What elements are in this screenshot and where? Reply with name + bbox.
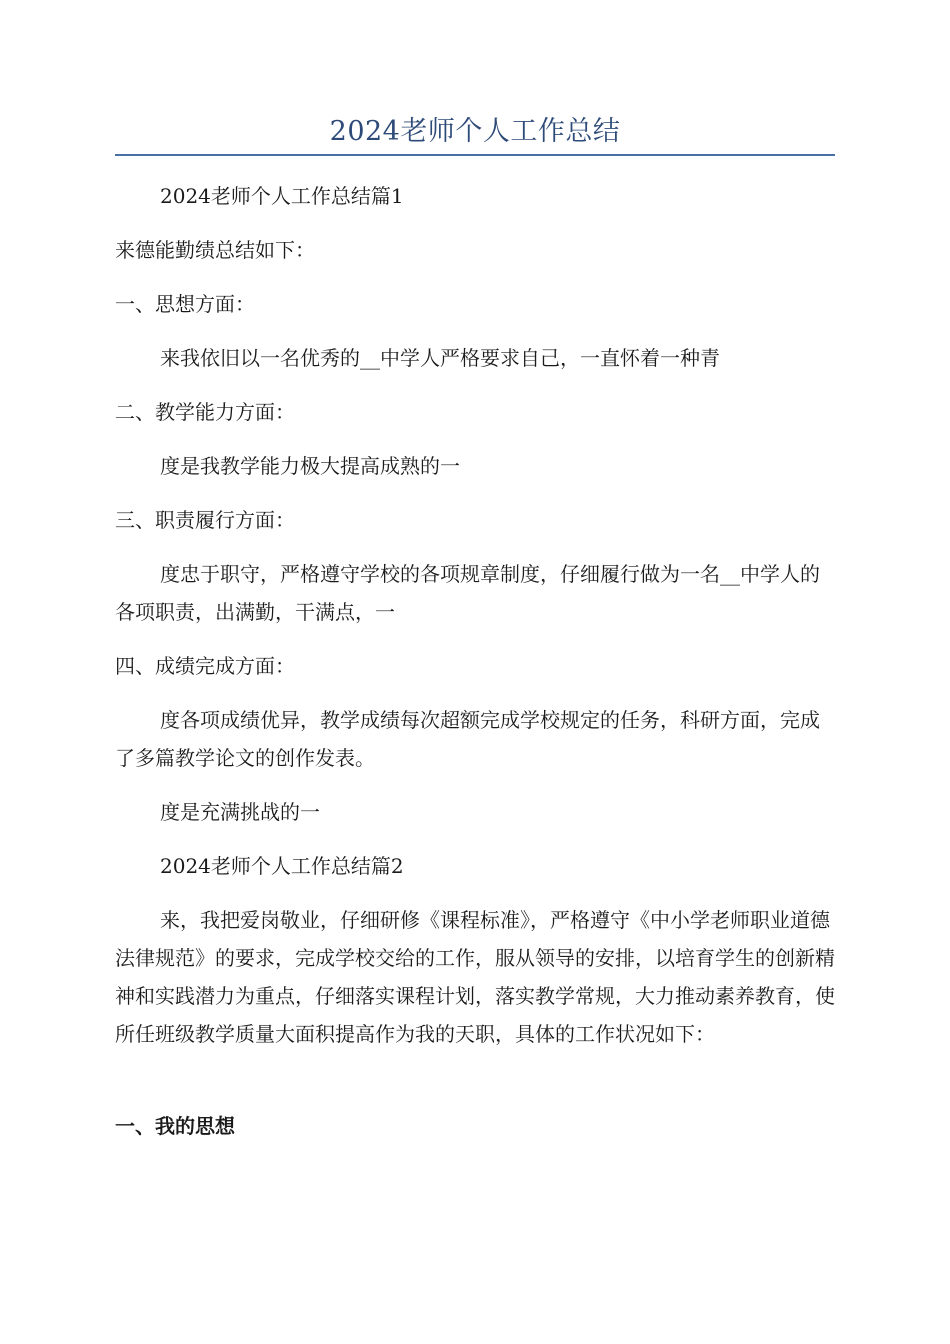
section-heading-part-2: 2024老师个人工作总结篇2 (160, 854, 404, 878)
title-underline (115, 154, 835, 156)
section-heading-part-1: 2024老师个人工作总结篇1 (160, 184, 404, 208)
subheading-duties: 三、职责履行方面： (115, 508, 295, 532)
intro-line: 来德能勤绩总结如下： (115, 238, 315, 262)
subheading-thought: 一、思想方面： (115, 292, 255, 316)
document-title: 2024老师个人工作总结 (329, 116, 621, 147)
paragraph-teaching-ability: 度是我教学能力极大提高成熟的一 (160, 454, 460, 478)
paragraph-thought: 来我依旧以一名优秀的__中学人严格要求自己，一直怀着一种青 (160, 346, 720, 370)
subheading-teaching-ability: 二、教学能力方面： (115, 400, 295, 424)
paragraph-part-2-body: 来，我把爱岗敬业，仔细研修《课程标准》，严格遵守《中小学老师职业道德法律规范》的要求，完成学校交给的工作，服从领导的安排，以培育学生的创新精神和实践潜力为重点，仔细落实课程计划，落实教学常规，大力推动素养教育，使所任班级教学质量大面积提高作为我的天职，具体的工作状况如下： (115, 908, 835, 1046)
paragraph-duties: 度忠于职守，严格遵守学校的各项规章制度，仔细履行做为一名__中学人的各项职责，出满勤，干满点，一 (115, 562, 820, 624)
subheading-my-thoughts: 一、我的思想 (115, 1114, 235, 1138)
paragraph-challenge: 度是充满挑战的一 (160, 800, 320, 824)
paragraph-achievements: 度各项成绩优异，教学成绩每次超额完成学校规定的任务，科研方面，完成了多篇教学论文的创作发表。 (115, 708, 820, 770)
subheading-achievements: 四、成绩完成方面： (115, 654, 295, 678)
